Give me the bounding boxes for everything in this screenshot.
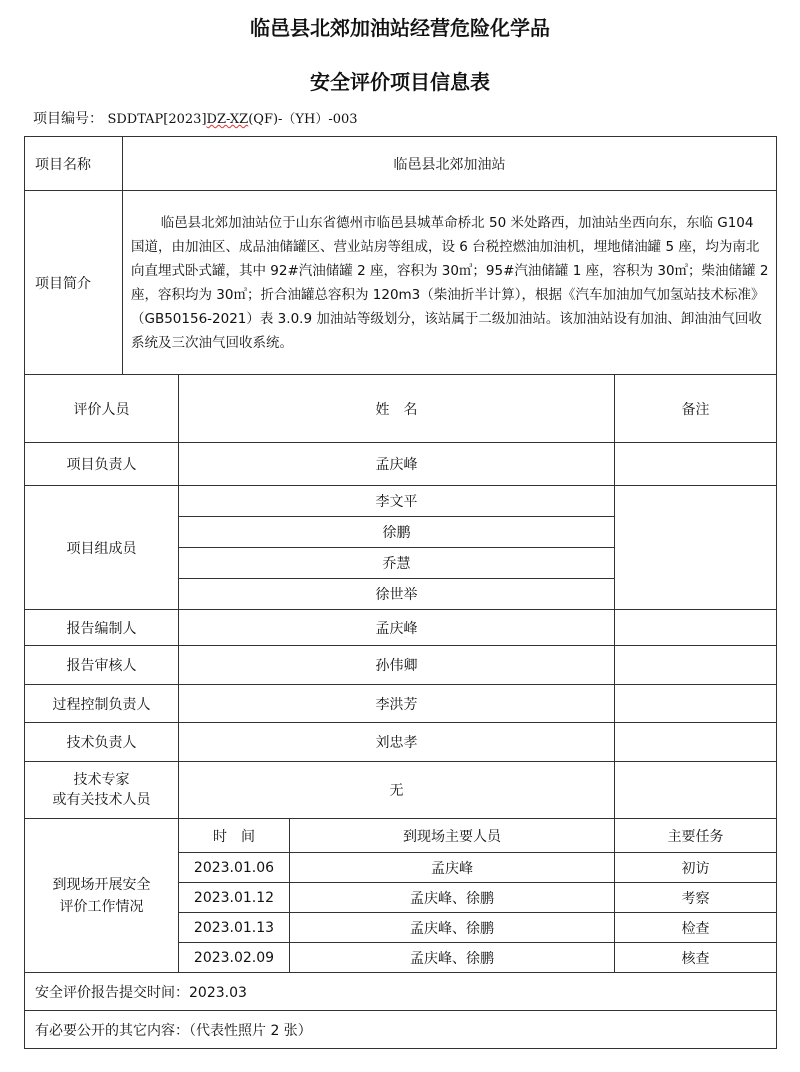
member-name: 徐世举 — [179, 579, 615, 610]
experts-value: 无 — [179, 762, 615, 819]
row-tech-lead — [25, 723, 777, 762]
process-control-remark — [615, 685, 777, 723]
public-content — [25, 1011, 777, 1049]
row-project-intro — [25, 191, 777, 375]
tech-lead-label: 技术负责人 — [25, 723, 179, 762]
project-intro-label: 项目简介 — [25, 191, 123, 375]
info-table — [24, 136, 777, 1049]
public-content-value: （代表性照片 2 张） — [189, 1022, 312, 1039]
header-remark: 备注 — [615, 375, 777, 443]
site-header-time: 时 间 — [179, 819, 290, 853]
process-control-name: 李洪芳 — [179, 685, 615, 723]
member-name: 乔慧 — [179, 548, 615, 579]
project-number-label: 项目编号： — [33, 111, 103, 127]
visit-task: 考察 — [615, 883, 777, 913]
project-name-value: 临邑县北郊加油站 — [123, 137, 777, 191]
member-name: 徐鹏 — [179, 517, 615, 548]
project-number — [33, 108, 358, 128]
visit-time: 2023.01.13 — [179, 913, 290, 943]
site-header-task: 主要任务 — [615, 819, 777, 853]
row-member — [25, 486, 777, 517]
visit-task: 初访 — [615, 853, 777, 883]
leader-remark — [615, 443, 777, 486]
row-personnel-header — [25, 375, 777, 443]
tech-lead-remark — [615, 723, 777, 762]
visit-time: 2023.01.06 — [179, 853, 290, 883]
members-remark — [615, 486, 777, 610]
row-site-header — [25, 819, 777, 853]
header-name: 姓 名 — [179, 375, 615, 443]
row-process-control — [25, 685, 777, 723]
member-name: 李文平 — [179, 486, 615, 517]
visit-task: 核查 — [615, 943, 777, 973]
tech-lead-name: 刘忠孝 — [179, 723, 615, 762]
project-number-code: SDDTAP[2023]DZ-XZ(QF)-（YH）-003 — [107, 112, 358, 127]
site-header-people: 到现场主要人员 — [290, 819, 615, 853]
header-personnel: 评价人员 — [25, 375, 179, 443]
experts-label: 技术专家 或有关技术人员 — [25, 762, 179, 819]
row-compiler — [25, 610, 777, 646]
visit-people: 孟庆峰、徐鹏 — [290, 883, 615, 913]
public-content-label: 有必要公开的其它内容： — [35, 1022, 189, 1039]
reviewer-remark — [615, 646, 777, 685]
project-name-label: 项目名称 — [25, 137, 123, 191]
leader-label: 项目负责人 — [25, 443, 179, 486]
members-label: 项目组成员 — [25, 486, 179, 610]
document-title-line2: 安全评价项目信息表 — [310, 70, 490, 94]
row-submit-time — [25, 973, 777, 1011]
row-experts — [25, 762, 777, 819]
submit-time-value: 2023.03 — [189, 984, 247, 1001]
row-public-content — [25, 1011, 777, 1049]
document-title-line1: 临邑县北郊加油站经营危险化学品 — [250, 16, 550, 40]
process-control-label: 过程控制负责人 — [25, 685, 179, 723]
visit-task: 检查 — [615, 913, 777, 943]
row-leader — [25, 443, 777, 486]
submit-time-label: 安全评价报告提交时间： — [35, 984, 189, 1001]
visit-people: 孟庆峰、徐鹏 — [290, 913, 615, 943]
project-intro-text: 临邑县北郊加油站位于山东省德州市临邑县城革命桥北 50 米处路西，加油站坐西向东，东临 G104 国道，由加油区、成品油储罐区、营业站房等组成，设 6 台税控燃油加油机，埋地储油罐 5 座，均为南北向直埋式卧式罐，其中 92#汽油储罐 2 座，容积为 30㎥；95#汽油储罐 1 座，容积为 30㎥；柴油储罐 2 座，容积均为 30㎥；折合油罐总容积为 120m3（柴油折半计算），根据《汽车加油加气加氢站技术标准》（GB50156-2021）表 3.0.9 加油站等级划分，该站属于二级加油站。该加油站设有加油、卸油油气回收系统及三次油气回收系统。 — [123, 191, 777, 375]
spellcheck-marked-text: DZ-XZ — [206, 112, 249, 127]
compiler-name: 孟庆峰 — [179, 610, 615, 646]
row-project-name — [25, 137, 777, 191]
compiler-remark — [615, 610, 777, 646]
row-reviewer — [25, 646, 777, 685]
reviewer-name: 孙伟卿 — [179, 646, 615, 685]
leader-name: 孟庆峰 — [179, 443, 615, 486]
reviewer-label: 报告审核人 — [25, 646, 179, 685]
compiler-label: 报告编制人 — [25, 610, 179, 646]
visit-time: 2023.01.12 — [179, 883, 290, 913]
submit-time — [25, 973, 777, 1011]
experts-remark — [615, 762, 777, 819]
visit-time: 2023.02.09 — [179, 943, 290, 973]
visit-people: 孟庆峰、徐鹏 — [290, 943, 615, 973]
visit-people: 孟庆峰 — [290, 853, 615, 883]
site-work-label: 到现场开展安全 评价工作情况 — [25, 819, 179, 973]
